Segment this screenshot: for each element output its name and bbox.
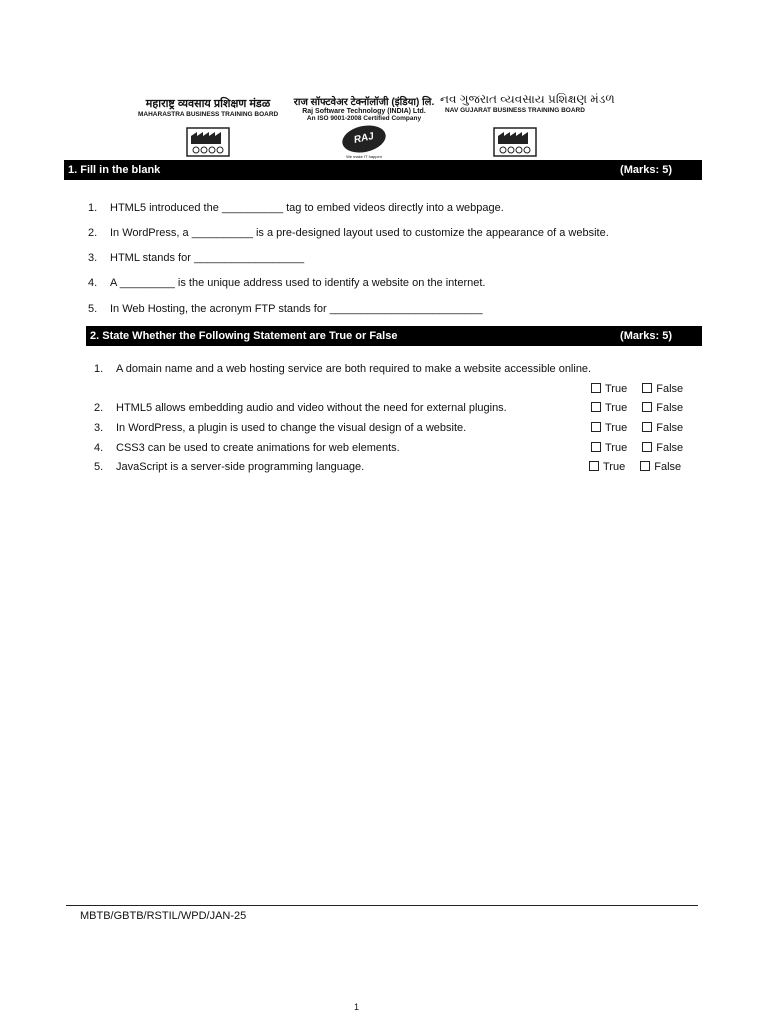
section-1-header <box>64 160 702 180</box>
false-checkbox[interactable] <box>642 402 652 412</box>
true-label: True <box>605 422 628 434</box>
question-text: In Web Hosting, the acronym FTP stands for _________________________ <box>110 303 483 315</box>
question-text: CSS3 can be used to create animations for web elements. <box>116 442 400 454</box>
document-code: MBTB/GBTB/RSTIL/WPD/JAN-25 <box>80 910 247 922</box>
true-checkbox[interactable] <box>591 383 601 393</box>
section-2-marks: (Marks: 5) <box>620 330 672 342</box>
true-false-options <box>591 442 683 454</box>
true-false-options <box>589 461 681 473</box>
false-checkbox[interactable] <box>640 461 650 471</box>
false-label: False <box>656 422 684 434</box>
question-number: 5. <box>94 461 104 473</box>
org-nav-gujarat <box>440 92 615 163</box>
org-maharashtra <box>138 96 278 163</box>
question-number: 1. <box>94 363 104 375</box>
question-number: 1. <box>88 202 98 214</box>
question-text: A domain name and a web hosting service are both required to make a website accessible online. <box>116 363 592 375</box>
section-1-marks: (Marks: 5) <box>620 164 672 176</box>
true-false-options <box>591 402 683 414</box>
false-label: False <box>654 461 682 473</box>
false-label: False <box>656 442 684 454</box>
false-label: False <box>656 402 684 414</box>
org-raj-english-name: Raj Software Technology (INDIA) Ltd. <box>302 108 426 115</box>
question-number: 4. <box>88 277 98 289</box>
section-2-header <box>86 326 702 346</box>
org-raj-native-name: राज सॉफ्टवेअर टेक्नॉलॉजी (इंडिया) लि. <box>293 97 435 108</box>
false-checkbox[interactable] <box>642 383 652 393</box>
footer-divider <box>66 905 698 906</box>
factory-logo-icon <box>440 122 590 163</box>
true-label: True <box>605 402 628 414</box>
question-text: JavaScript is a server-side programming language. <box>116 461 365 473</box>
section-1-title: 1. Fill in the blank <box>68 164 161 176</box>
true-false-options <box>591 422 683 434</box>
question-number: 2. <box>88 227 98 239</box>
true-label: True <box>605 383 628 395</box>
question-text: In WordPress, a __________ is a pre-designed layout used to customize the appearance of a website. <box>110 227 609 239</box>
question-number: 2. <box>94 402 104 414</box>
true-checkbox[interactable] <box>591 442 601 452</box>
question-number: 4. <box>94 442 104 454</box>
raj-tagline: We make IT happen <box>346 154 382 159</box>
question-number: 5. <box>88 303 98 315</box>
question-text: HTML5 allows embedding audio and video without the need for external plugins. <box>116 402 507 414</box>
factory-logo-icon <box>138 122 278 163</box>
question-text: A _________ is the unique address used to identify a website on the internet. <box>110 277 486 289</box>
true-label: True <box>603 461 626 473</box>
org-raj-software <box>284 94 444 159</box>
question-text: HTML5 introduced the __________ tag to embed videos directly into a webpage. <box>110 202 504 214</box>
question-text: In WordPress, a plugin is used to change the visual design of a website. <box>116 422 467 434</box>
question-number: 3. <box>88 252 98 264</box>
true-checkbox[interactable] <box>589 461 599 471</box>
page-number: 1 <box>354 1002 360 1012</box>
raj-logo-icon: RAJ <box>340 122 388 157</box>
section-2-title: 2. State Whether the Following Statement are True or False <box>90 330 398 342</box>
true-label: True <box>605 442 628 454</box>
true-checkbox[interactable] <box>591 422 601 432</box>
question-text: HTML stands for __________________ <box>110 252 305 264</box>
org-maharashtra-english-name: MAHARASTRA BUSINESS TRAINING BOARD <box>138 111 279 118</box>
question-number: 3. <box>94 422 104 434</box>
org-gujarat-native-name: નવ ગુજરાત વ્યવસાય પ્રશિક્ષણ મંડળ <box>440 92 615 106</box>
true-false-options <box>591 383 683 395</box>
org-raj-certification: An ISO 9001-2008 Certified Company <box>306 115 422 122</box>
false-checkbox[interactable] <box>642 442 652 452</box>
org-gujarat-english-name: NAV GUJARAT BUSINESS TRAINING BOARD <box>445 107 585 114</box>
false-checkbox[interactable] <box>642 422 652 432</box>
true-checkbox[interactable] <box>591 402 601 412</box>
false-label: False <box>656 383 684 395</box>
org-maharashtra-native-name: महाराष्ट्र व्यवसाय प्रशिक्षण मंडळ <box>145 98 271 110</box>
